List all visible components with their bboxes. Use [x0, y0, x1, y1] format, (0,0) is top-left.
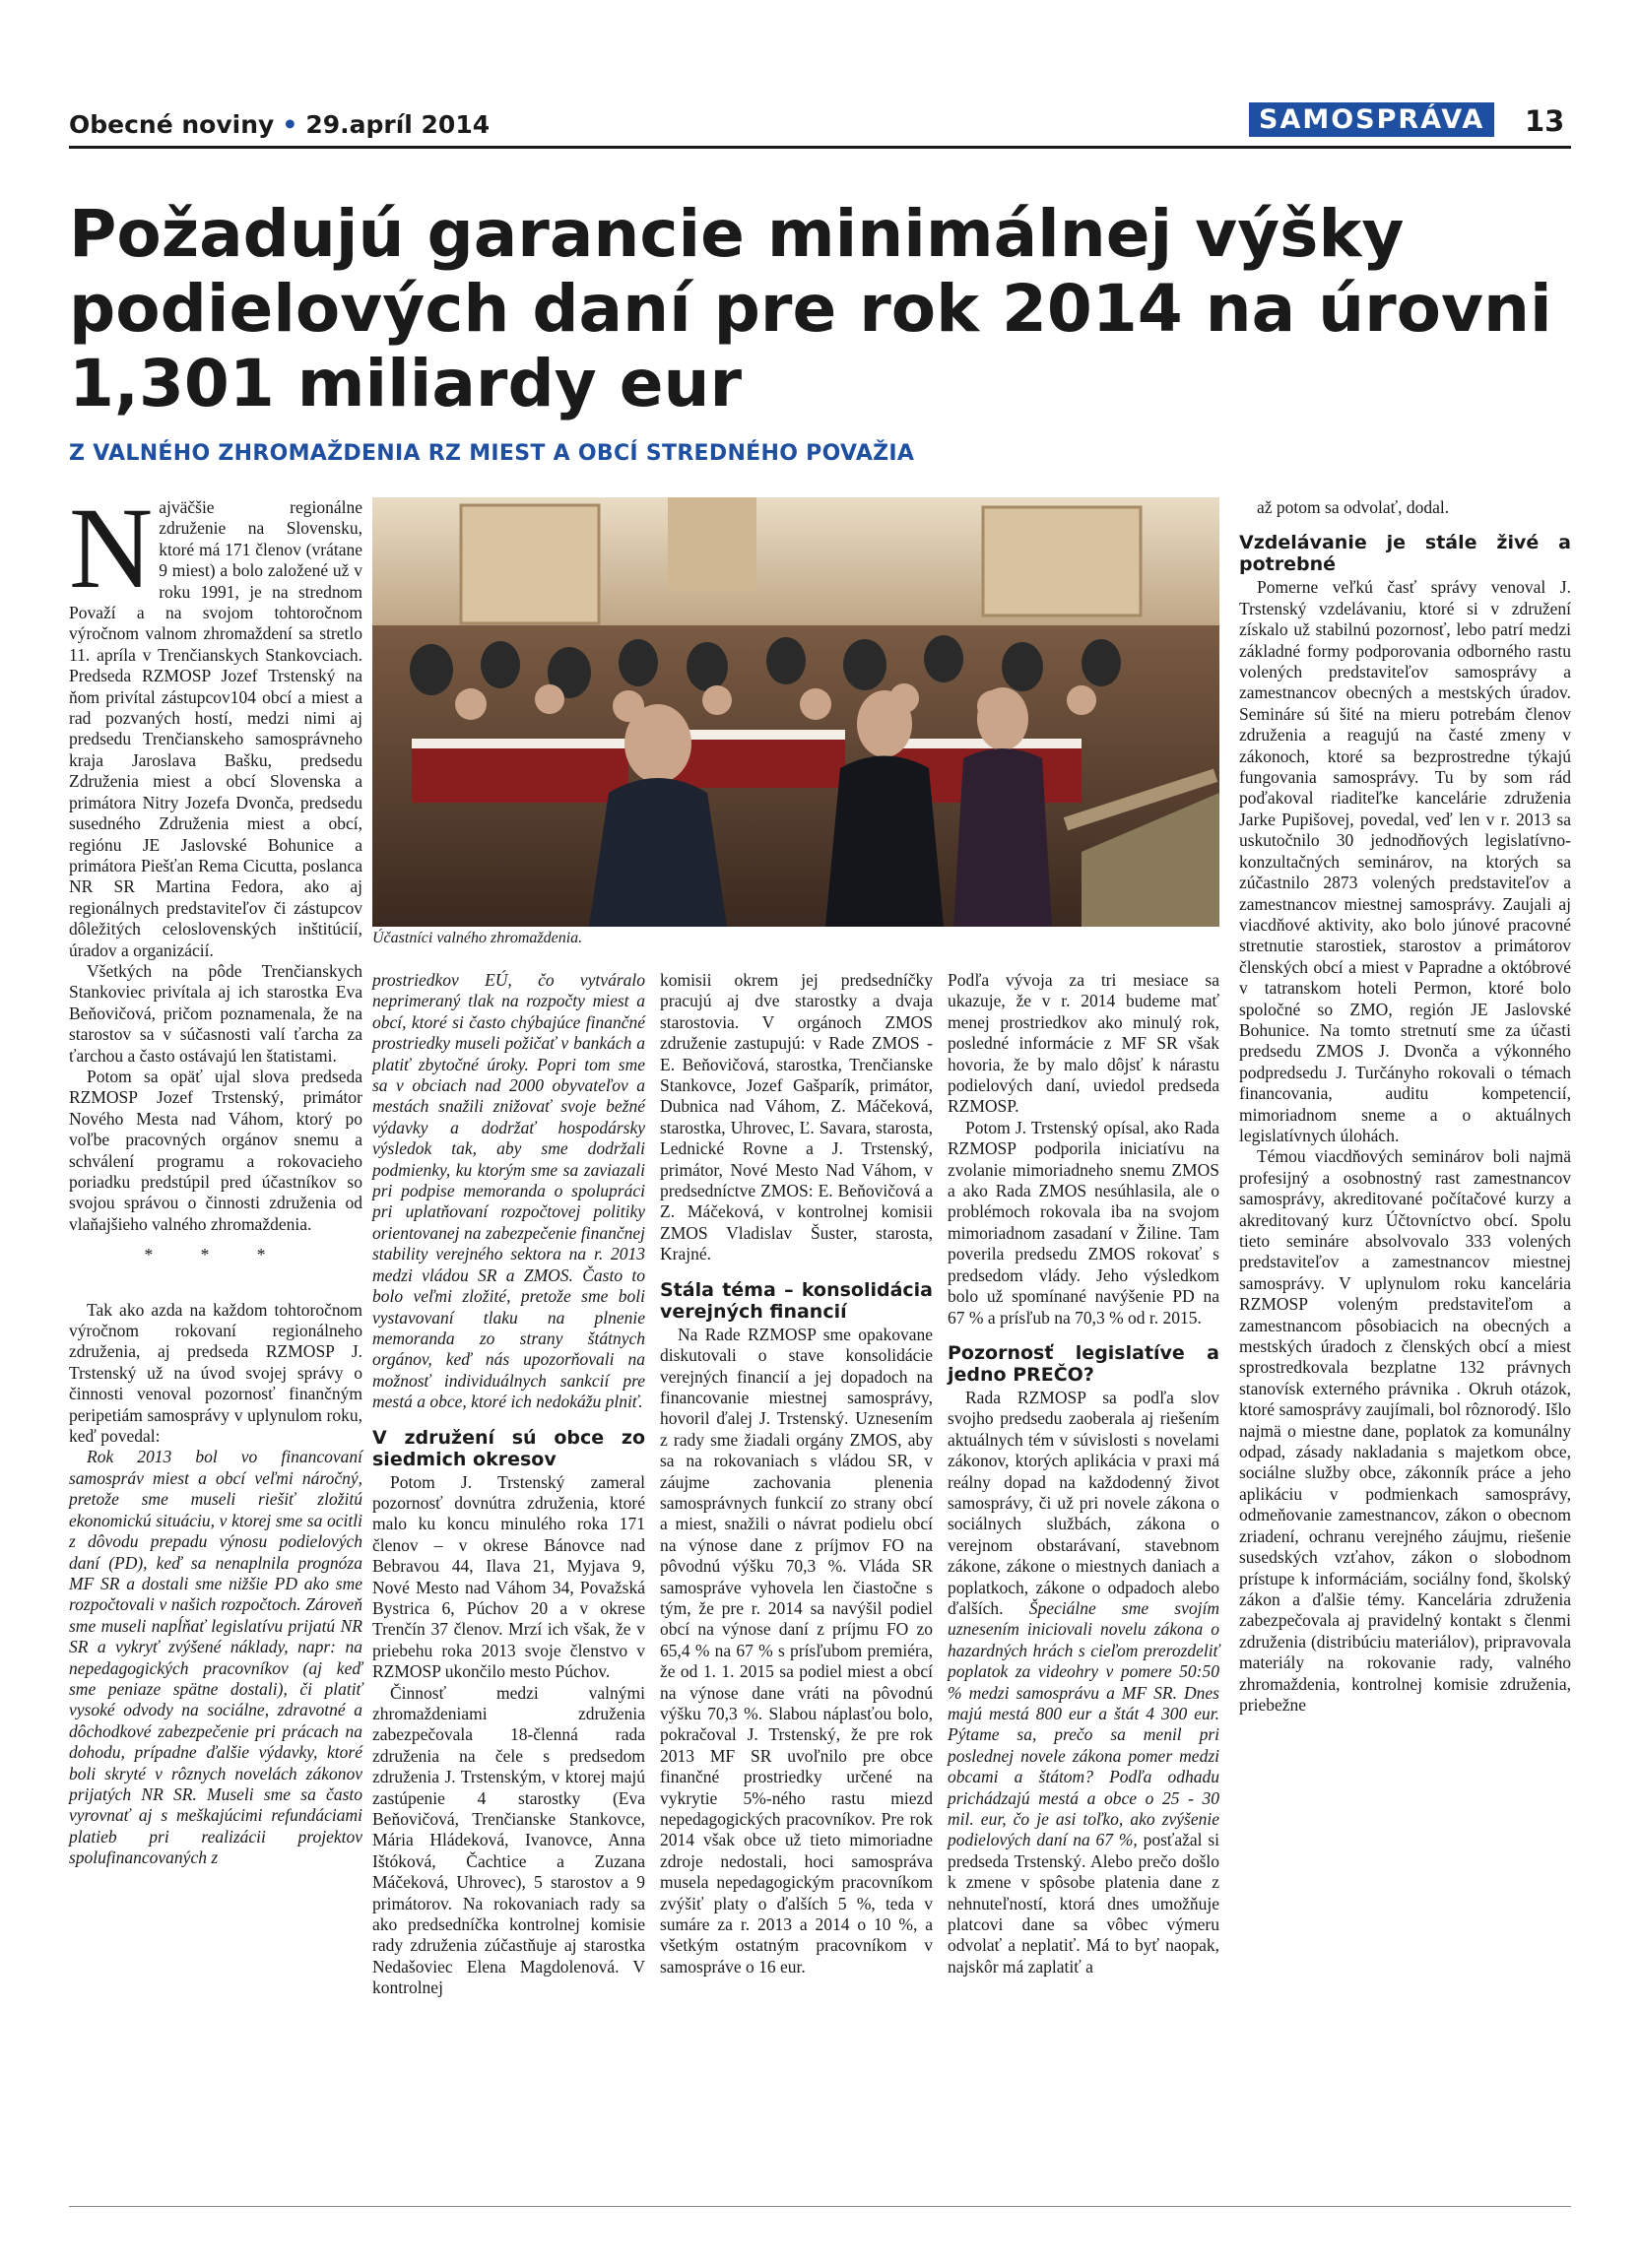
section-heading: Vzdelávanie je stále živé a potrebné: [1239, 532, 1571, 576]
header-rule: [69, 146, 1571, 149]
quote-text: Špeciálne sme svojím uznesením iniciovali novelu zákona o hazardných hrách s cieľom prerozdeliť poplatok za videohry v pomere 50:50 % medzi samosprávu a MF SR. Dnes majú mestá 800 eur a štát 4 300 eur. Pýtame sa, prečo sa menil pri poslednej novele zákona pomer medzi obcami a štátom? Podľa odhadu prichádzajú mestá a obce o 25 - 30 mil. eur, čo je asi toľko, ako zvýšenie podielových daní na 67 %,: [948, 1597, 1219, 1850]
paragraph: Činnosť medzi valnými zhromaždeniami združenia zabezpečovala 18-členná rada združenia na čele s predsedom združenia J. Trstenským, v ktorej majú zastúpenie 4 starostky (Eva Beňovičová, Trenčianske Stankovce, Mária Hládeková, Ivanovce, Anna Ištóková, Čachtice a Zuzana Máčeková, Uhrovec), 5 starostov a 9 primátorov. Na rokovaniach rady sa ako predsedníčka kontrolnej komisie rady združenia zúčastňuje aj starostka Nedašoviec Elena Magdolenová. V kontrolnej: [372, 1682, 645, 1998]
paragraph: Témou viacdňových seminárov boli najmä profesijný a osobnostný rast zamestnancov samosprávy, akreditované počítačové kurzy a akreditovaný kurz Účtovníctvo obcí. Spolu tieto semináre absolvovalo 333 volených predstaviteľov a zamestnancov miestnej samosprávy. V uplynulom roku kancelária RZMOSP voleným predstaviteľom a zamestnancom pôsobiacich na obecných a mestských úradoch z členských obcí a miest sprostredkovala bezplatne 132 právnych stanovísk externého právnika . Okruh otázok, ktoré samosprávy zaujímali, bol rôznorodý. Išlo najmä o miestne dane, poplatok za komunálny odpad, zásady nakladania s majetkom obce, sociálne služby obce, zákonník práce a jeho aplikáciu v podmienkach samosprávy, odmeňovanie zamestnancov, zákon o obecnom zriadení, ochranu verejného záujmu, riešenie susedských vzťahov, zákon o slobodnom prístupe k informáciám, sociálny fond, školský zákon a ďalšie témy. Kancelária združenia zabezpečovala aj pravidelný kontakt s členmi združenia (distribúciu materiálov), pripravovala materiály na rokovanie rady, valného zhromaždenia, kontrolnej komisie združenia, priebežne: [1239, 1146, 1571, 1715]
column-5: [1239, 497, 1571, 1716]
column-1: [69, 484, 362, 1869]
paragraph: Všetkých na pôde Trenčianskych Stankoviec privítala aj ich starostka Eva Beňovičová, pričom poznamenala, že na starostov sa v súčasnosti valí ťarcha za ťarchou a často ostávajú len štatistami.: [69, 960, 362, 1066]
paragraph: až potom sa odvolať, dodal.: [1257, 497, 1450, 517]
paragraph: Pomerne veľkú časť správy venoval J. Trstenský vzdelávaniu, ktoré si v združení získalo už stabilnú pozornosť, lebo patrí medzi základné formy podporovania odborného rastu volených predstaviteľov samosprávy a zamestnancov obecných a mestských úradov. Semináre sú šité na mieru potrebám členov združenia a reagujú na časté zmeny v zákonoch, ktoré sa bezprostredne týkajú fungovania samosprávy. Tu by som rád poďakoval riaditeľke kancelárie združenia Jarke Pupišovej, povedal, veď len v r. 2013 sa uskutočnilo 30 jednodňových legislatívno-konzultačných seminárov, na ktorých sa zúčastnilo 2873 volených predstaviteľov a zamestnancov miestnej samosprávy. Zaujali aj viacdňové aktivity, ako bolo júnové pracovné stretnutie starostiek, starostov a primátorov členských obcí a miest v Papradne a októbrové v tatranskom hoteli Permon, ktoré bolo spoločné so ZMO, región JE Jaslovské Bohunice. Na tomto stretnutí sme za účasti predsedu ZMOS J. Dvonča a výkonného podpredsedu J. Turčányho rokovali o témach financovania, auditu kompetencií, mimoriadnom sneme a o aktuálnych legislatívnych úlohách.: [1239, 577, 1571, 1145]
column-3: [660, 970, 933, 1977]
paragraph: ajväčšie regionálne združenie na Slovensku, ktoré má 171 členov (vrátane 9 miest) a bolo založené už v roku 1991, je na strednom Považí a na svojom tohtoročnom výročnom valnom zhromaždení sa stretlo 11. apríla v Trenčianskych Stankovciach. Predseda RZMOSP Jozef Trstenský na ňom privítal zástupcov104 obcí a miest a rad pozvaných hostí, medzi nimi aj predsedu Trenčianskeho samosprávneho kraja Jaroslava Bašku, predsedu Združenia miest a obcí Slovenska a primátora Nitry Jozefa Dvonča, predsedu susedného Združenia miest a obcí, regiónu JE Jaslovské Bohunice a primátora Piešťan Rema Cicutta, poslanca NR SR Martina Fedora, ako aj regionálnych predstaviteľov či zástupcov dôležitých celoslovenských inštitúcií, úradov a organizácií.: [69, 497, 362, 960]
paragraph: [948, 1388, 1219, 1977]
article-subheadline: Z VALNÉHO ZHROMAŽDENIA RZ MIEST A OBCÍ STREDNÉHO POVAŽIA: [69, 441, 915, 466]
quote-paragraph: prostriedkov EÚ, čo vytváralo neprimeraný tlak na rozpočty miest a obcí, ktoré si často chýbajúce finančné prostriedky museli požičať v bankách a platiť zbytočné úroky. Popri tom sme sa v obciach nad 2000 obyvateľov a mestách snažili znižovať svoje bežné výdavky a dodržať hospodársky výsledok tak, aby sme dodržali podmienky, ku ktorým sme sa zaviazali pri podpise memoranda o spolupráci pri uplatňovaní rozpočtovej politiky orientovanej na zabezpečenie finančnej stability verejného sektora na r. 2013 medzi vládou SR a ZMOS. Často to bolo veľmi zložité, pretože sme boli vystavovaní tlaku na plnenie memoranda zo strany štátnych orgánov, keď nás upozorňovali na možnosť individuálnych sankcií pre mestá a obce, ktoré ich nedokážu plniť.: [372, 970, 645, 1412]
quote-paragraph: Rok 2013 bol vo financovaní samospráv miest a obcí veľmi náročný, pretože sme museli riešiť zložitú ekonomickú situáciu, v ktorej sme sa ocitli z dôvodu prepadu výnosu podielových daní (PD), keď sa nenaplnila prognóza MF SR a dostali sme nižšie PD ako sme rozpočtovali v našich rozpočtoch. Zároveň sme museli napĺňať legislatívu prijatú NR SR a vykryť zvýšené náklady, napr: na nepedagogických pracovníkov (aj keď sme peniaze spätne dostali), či platiť vysoké odvody na sociálne, zdravotné a dôchodkové zabezpečenie pri prácach na dohodu, prípadne ďalšie výdavky, ktoré boli skryté v rôznych novelách zákonov prijatých NR SR. Museli sme sa často vyrovnať aj s meškajúcimi refundáciami platieb pri realizácii projektov spolufinancovaných z: [69, 1447, 362, 1868]
paragraph-text: posťažal si predseda Trstenský. Alebo prečo došlo k zmene v spôsobe platenia dane z nehnuteľností, ktorá dnes umožňuje platcovi dane sa vôbec výmeru odvolať a neplatiť. Má to byť naopak, najskôr má zaplatiť a: [948, 1830, 1220, 1976]
section-heading: Stála téma – konsolidácia verejných financií: [660, 1278, 933, 1323]
photo-caption: Účastníci valného zhromaždenia.: [372, 930, 583, 946]
publication-date: 29.apríl 2014: [305, 110, 491, 139]
drop-cap: N: [69, 484, 154, 613]
section-heading: Pozornosť legislatíve a jedno PREČO?: [948, 1341, 1219, 1386]
paragraph-text: Rada RZMOSP sa podľa slov svojho predsedu zaoberala aj riešením aktuálnych tém v súvislosti s novelami zákonov, ktorých aplikácia v praxi má reálny dopad na každodenný život samosprávy, či už pri novele zákona o sociálnych službách, zákona o verejnom obstarávaní, stavebnom zákone, zákone o miestnych daniach a poplatkoch, zákone o odpadoch alebo ďalších.: [948, 1387, 1219, 1618]
section-divider: * * *: [144, 1245, 288, 1265]
article-headline: Požadujú garancie minimálnej výšky podielových daní pre rok 2014 na úrovni 1,301 miliardy eur: [69, 196, 1552, 421]
paragraph: Potom sa opäť ujal slova predseda RZMOSP Jozef Trstenský, primátor Nového Mesta nad Váhom, ktorý po voľbe pracovných orgánov snemu a schválení programu a rokovacieho poriadku predstúpil pred účastníkov so svojou správou o činnosti združenia od vlaňajšieho valného zhromaždenia.: [69, 1066, 362, 1234]
article-photo: [372, 497, 1219, 927]
paragraph: Potom J. Trstenský zameral pozornosť dovnútra združenia, ktoré malo ku koncu minulého roka 171 členov – v okrese Bánovce nad Bebravou 44, Ilava 21, Myjava 9, Nové Mesto nad Váhom 34, Považská Bystrica 6, Púchov 20 a v okrese Trenčín 37 členov. Mrzí ich však, že v priebehu roka 2013 svoje členstvo v RZMOSP ukončilo mesto Púchov.: [372, 1471, 645, 1682]
paragraph: komisii okrem jej predsedníčky pracujú aj dve starostky a dvaja starostovia. V orgánoch ZMOS združenie zastupujú: v Rade ZMOS - E. Beňovičová, starostka, Trenčianske Stankovce, Jozef Gašparík, primátor, Dubnica nad Váhom, Z. Máčeková, starostka, Uhrovec, Ľ. Savara, starosta, Lednické Rovne a J. Trstenský, primátor, Nové Mesto Nad Váhom, v predsedníctve ZMOS: E. Beňovičová a Z. Máčeková, v kontrolnej komisii ZMOS Vladislav Šuster, starosta, Krajné.: [660, 970, 933, 1264]
section-heading: V združení sú obce zo siedmich okresov: [372, 1426, 645, 1470]
paragraph: Na Rade RZMOSP sme opakovane diskutovali o stave konsolidácie verejných financií a jej dopadoch na financovanie miestnej samosprávy, hovoril ďalej J. Trstenský. Uznesením z rady sme žiadali orgány ZMOS, aby sa na rokovaniach s vládou SR, v záujme zachovania plenenia samosprávnych funkcií zo strany obcí a miest, snažili o návrat podielu obcí na výnose dane z príjmov FO na pôvodnú výšku 70,3 %. Vláda SR samospráve vyhovela len čiastočne s tým, že pre r. 2014 sa navýšil podiel obcí na výnose daní z príjmu FO zo 65,4 % na 67 % s prísľubom premiéra, že od 1. 1. 2015 sa podiel miest a obcí na výnose dane vráti na pôvodnú výšku 70,3 %. Slabou náplasťou bolo, pokračoval J. Trstenský, že pre rok 2013 MF SR uvoľnilo pre obce finančné prostriedky určené na vykrytie 5%-ného rastu miezd nepedagogických pracovníkov. Pre rok 2014 však obce už tieto mimoriadne zdroje nedostali, hoci samospráva musela nepedagogickým pracovníkom zvýšiť platy o ďalších 5 %, teda v sumáre za r. 2013 a 2014 o 10 %, a všetkým ostatným pracovníkom v samospráve o 16 eur.: [660, 1324, 933, 1976]
publication-name: Obecné noviny: [69, 110, 275, 139]
paragraph: Tak ako azda na každom tohtoročnom výročnom rokovaní regionálneho združenia, aj predseda RZMOSP J. Trstenský už na úvod svojej správy o činnosti venoval pozornosť finančným peripetiám samosprávy v uplynulom roku, keď povedal:: [69, 1299, 362, 1447]
page-number: 13: [1525, 104, 1565, 138]
conference-hall-photo: [372, 497, 1219, 927]
paragraph: Potom J. Trstenský opísal, ako Rada RZMOSP podporila iniciatívu na zvolanie mimoriadneho snemu ZMOS a ako Rada ZMOS nesúhlasila, ale o problémoch rokovala iba na svojom mimoriadnom zasadaní v Žiline. Tam poverila predsedu ZMOS rokovať s predsedom vlády. Jeho výsledkom bolo už spomínané navýšenie PD na 67 % a prísľub na 70,3 % od r. 2015.: [948, 1117, 1219, 1328]
footer-rule: [69, 2206, 1571, 2207]
publication-header: [69, 110, 490, 139]
column-4: [948, 970, 1219, 1977]
paragraph: Podľa vývoja za tri mesiace sa ukazuje, že v r. 2014 budeme mať menej prostriedkov ako minulý rok, posledné informácie z MF SR však hovoria, že by malo dôjsť k nárastu podielových daní, uviedol predseda RZMOSP.: [948, 970, 1219, 1117]
section-label: SAMOSPRÁVA: [1249, 102, 1494, 137]
separator-dot: •: [282, 110, 298, 139]
column-2: [372, 970, 645, 1999]
